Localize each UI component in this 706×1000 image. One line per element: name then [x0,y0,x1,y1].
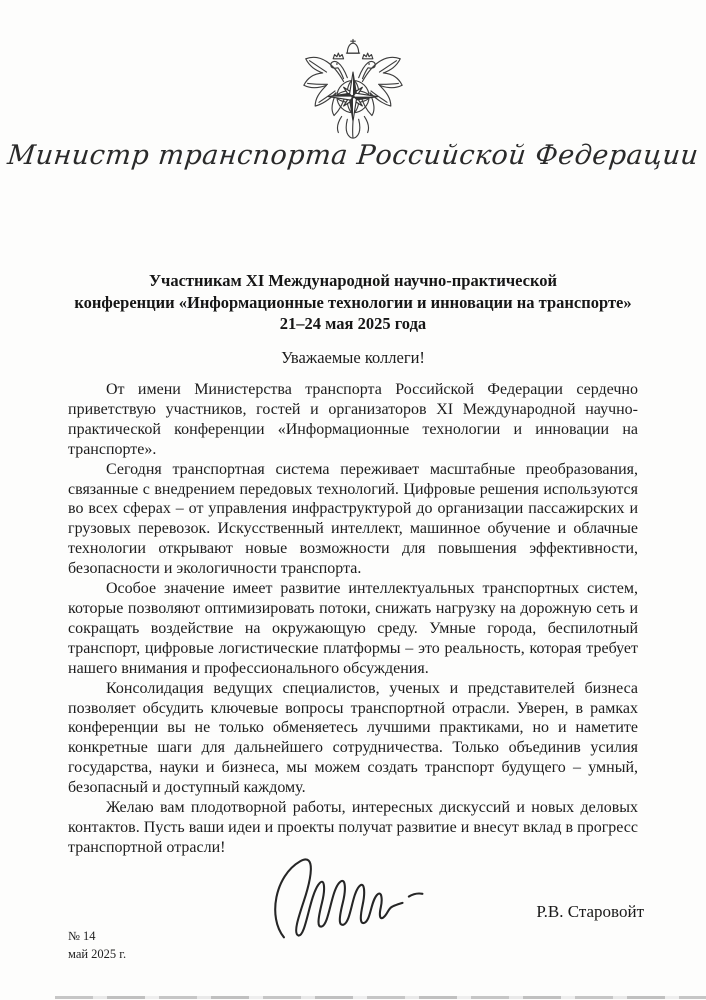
document-number: № 14 [68,929,96,943]
addressee-line-3: 21–24 мая 2025 года [279,314,427,333]
body-paragraph: Сегодня транспортная система переживает масштабные преобразования, связанные с внедрением передовых технологий. Цифровые решения используются во всех сферах – от управления инфраструктурой до организации пассажирских и грузовых перевозок. Искусственный интеллект, машинное обучение и облачные технологии открывают новые возможности для повышения эффективности, безопасности и экологичности транспорта. [68,460,638,578]
transport-ministry-emblem-icon [294,38,412,142]
body-paragraph: Консолидация ведущих специалистов, ученых и представителей бизнеса позволяет обсудить ключевые вопросы транспортной отрасли. Уверен, в рамках конференции вы не только обменяетесь лучшими практиками, но и наметите конкретные шаги для дальнейшего сотрудничества. Только объединив усилия государства, науки и бизнеса, мы можем создать транспорт будущего – умный, безопасный и доступный каждому. [68,679,638,797]
scan-artifact-line [55,996,706,999]
letter-body [68,380,638,858]
letterhead-script-title: Министр транспорта Российской Федерации [5,140,701,171]
document-date: май 2025 г. [68,946,127,961]
body-paragraph: Особое значение имеет развитие интеллектуальных транспортных систем, которые позволяют оптимизировать потоки, снижать нагрузку на дорожную сеть и сокращать воздействие на окружающую среду. Умные города, беспилотный транспорт, цифровые логистические платформы – это реальность, которая требует нашего внимания и профессионального обсуждения. [68,580,638,677]
addressee-line-1: Участникам XI Международной научно-практической [148,271,558,290]
addressee-line-2: конференции «Информационные технологии и инновации на транспорте» [74,292,632,312]
handwritten-signature-icon [264,854,436,950]
body-paragraph: От имени Министерства транспорта Российской Федерации сердечно приветствую участников, гостей и организаторов XI Международной научно-практической конференции «Информационные технологии и инновации на транспорте». [68,381,638,458]
body-paragraph: Желаю вам плодотворной работы, интересных дискуссий и новых деловых контактов. Пусть ваши идеи и проекты получат развитие и внесут вклад в прогресс транспортной отрасли! [68,799,638,856]
signer-name: Р.В. Старовойт [536,902,644,921]
salutation: Уважаемые коллеги! [281,348,425,367]
registration-block [68,928,126,963]
addressee-block [36,270,670,335]
